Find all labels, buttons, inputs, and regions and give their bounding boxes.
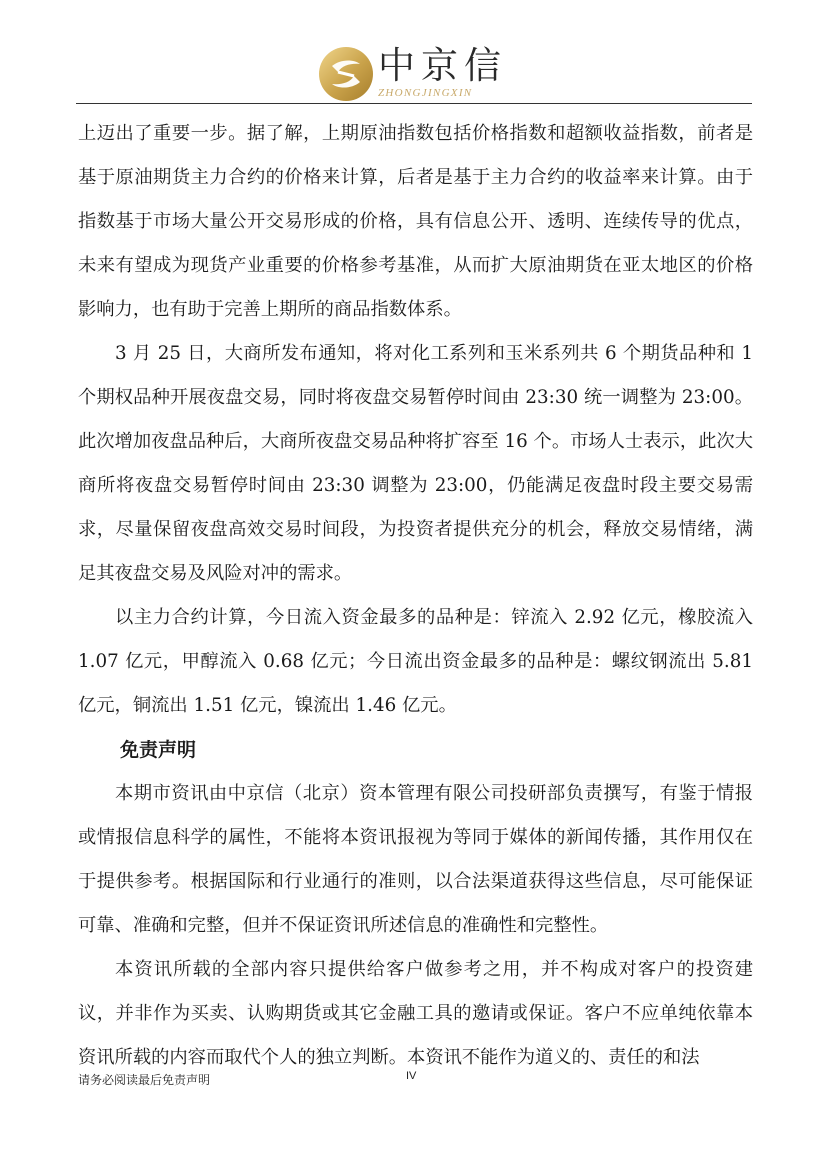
disclaimer-title: 免责声明	[120, 739, 197, 761]
footer-disclaimer-note: 请务必阅读最后免责声明	[78, 1073, 211, 1087]
document-body	[78, 112, 753, 1080]
brand-name-en: ZHONGJINGXIN	[378, 87, 473, 99]
zhongjingxin-logo-icon	[318, 46, 374, 102]
paragraph-capital-flow: 以主力合约计算，今日流入资金最多的品种是：锌流入 2.92 亿元，橡胶流入 1.07 亿元，甲醇流入 0.68 亿元；今日流出资金最多的品种是：螺纹钢流出 5.81 亿元，铜流出 1.51 亿元，镍流出 1.46 亿元。	[78, 607, 753, 716]
paragraph-dce-night-trading: 3 月 25 日，大商所发布通知，将对化工系列和玉米系列共 6 个期货品种和 1 个期权品种开展夜盘交易，同时将夜盘交易暂停时间由 23:30 统一调整为 23:00。此次增加夜盘品种后，大商所夜盘交易品种将扩容至 16 个。市场人士表示，此次大商所将夜盘交易暂停时间由 23:30 调整为 23:00，仍能满足夜盘时段主要交易需求，尽量保留夜盘高效交易时间段，为投资者提供充分的机会，释放交易情绪，满足其夜盘交易及风险对冲的需求。	[78, 343, 753, 584]
disclaimer-paragraph-1: 本期市资讯由中京信（北京）资本管理有限公司投研部负责撰写，有鉴于情报或情报信息科学的属性，不能将本资讯报视为等同于媒体的新闻传播，其作用仅在于提供参考。根据国际和行业通行的准则，以合法渠道获得这些信息，尽可能保证可靠、准确和完整，但并不保证资讯所述信息的准确性和完整性。	[78, 783, 753, 936]
brand-name-cn: 中京信	[378, 44, 507, 87]
page-header	[0, 0, 827, 108]
paragraph-crude-oil-index: 上迈出了重要一步。据了解，上期原油指数包括价格指数和超额收益指数，前者是基于原油期货主力合约的价格来计算，后者是基于主力合约的收益率来计算。由于指数基于市场大量公开交易形成的价格，具有信息公开、透明、连续传导的优点，未来有望成为现货产业重要的价格参考基准，从而扩大原油期货在亚太地区的价格影响力，也有助于完善上期所的商品指数体系。	[78, 123, 753, 320]
disclaimer-paragraph-2: 本资讯所载的全部内容只提供给客户做参考之用，并不构成对客户的投资建议，并非作为买卖、认购期货或其它金融工具的邀请或保证。客户不应单纯依靠本资讯所载的内容而取代个人的独立判断。本资讯不能作为道义的、责任的和法	[78, 959, 753, 1068]
header-divider	[76, 103, 752, 104]
page-number: IV	[406, 1070, 417, 1082]
